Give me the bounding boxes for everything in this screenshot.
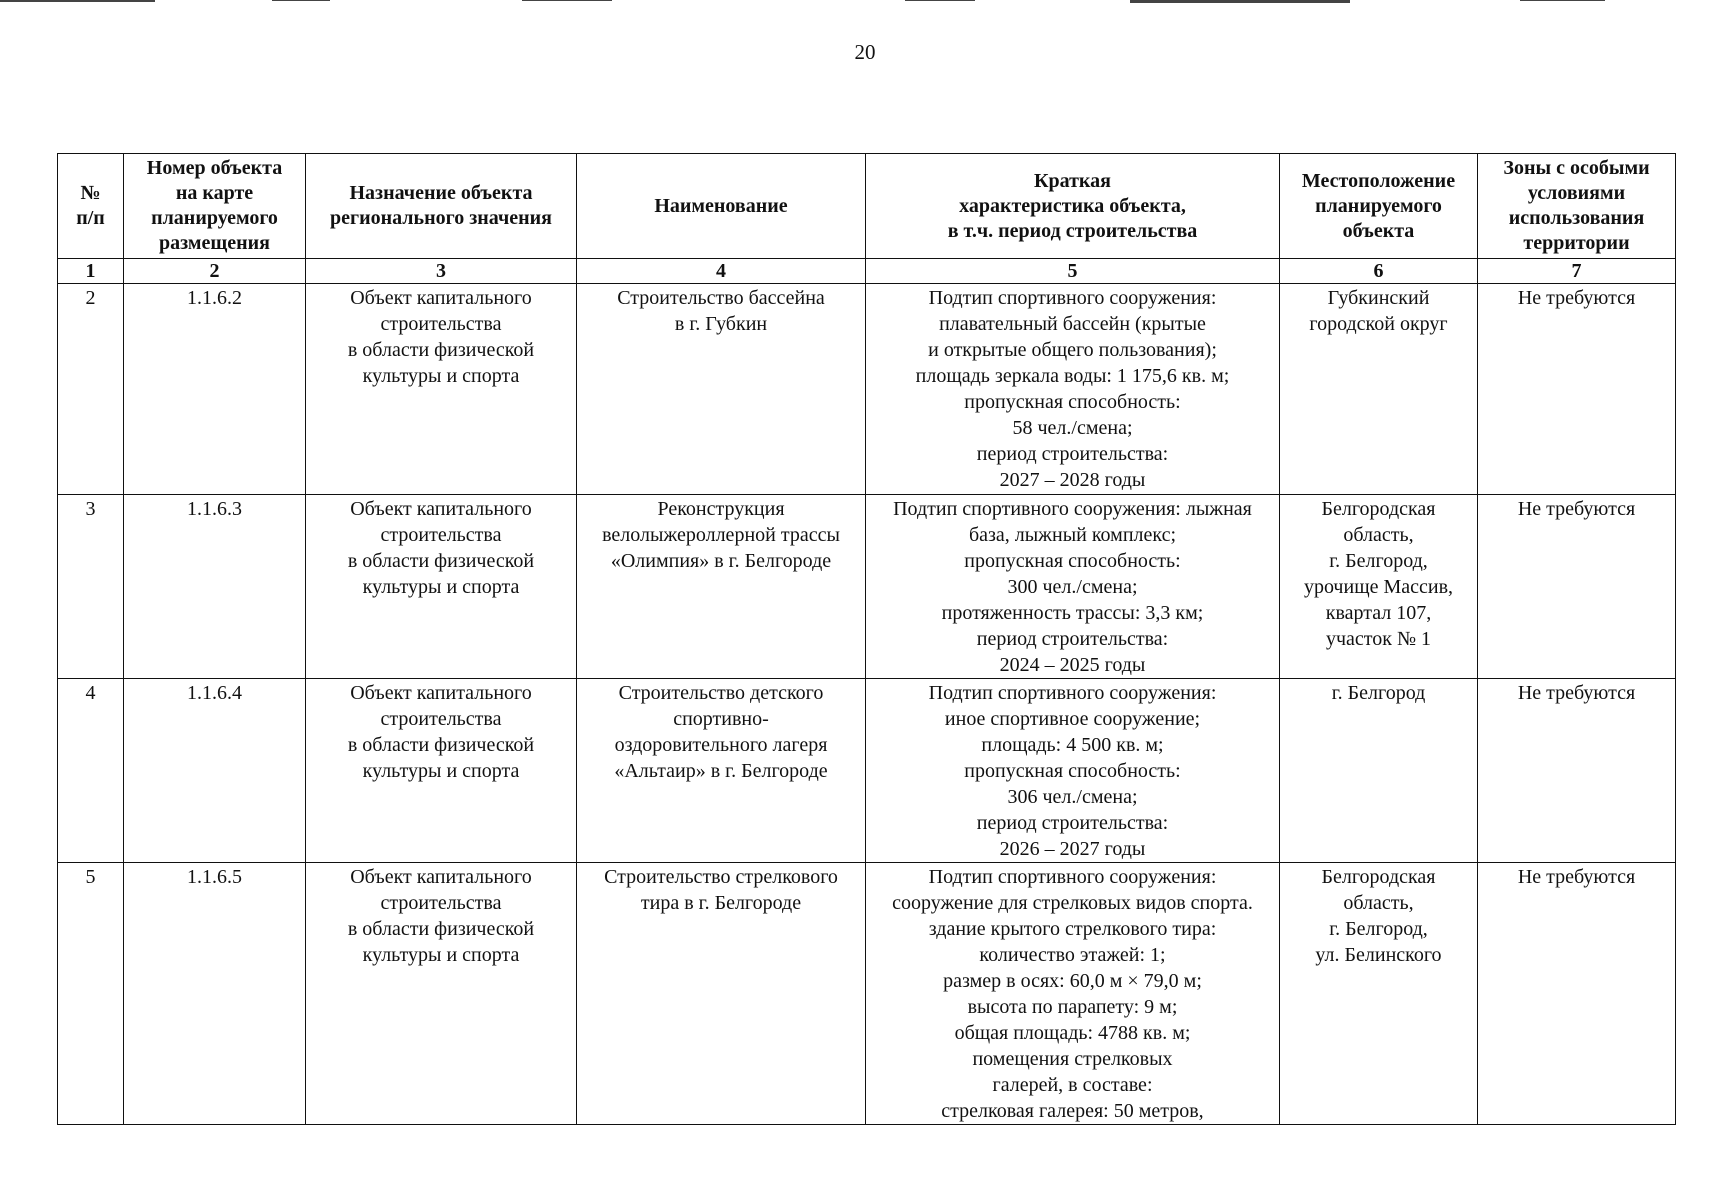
cell-line: область, bbox=[1343, 524, 1414, 546]
header-map-number bbox=[124, 154, 306, 259]
cell-line: культуры и спорта bbox=[362, 944, 520, 966]
cell-line: и открытые общего пользования); bbox=[928, 339, 1217, 361]
cell-line: Подтип спортивного сооружения: bbox=[928, 682, 1217, 704]
cell-line: культуры и спорта bbox=[362, 365, 520, 387]
cell-description bbox=[866, 284, 1280, 495]
cell-line: пропускная способность: bbox=[964, 760, 1181, 782]
cell-line: пропускная способность: bbox=[964, 391, 1181, 413]
cell-line: 2026 – 2027 годы bbox=[999, 838, 1146, 860]
cell-line: г. Белгород bbox=[1331, 682, 1426, 704]
cell-line: тира в г. Белгороде bbox=[640, 892, 802, 914]
cell-line: Подтип спортивного сооружения: bbox=[928, 287, 1217, 309]
cell-line: 1.1.6.5 bbox=[187, 866, 242, 888]
cell-line: 2027 – 2028 годы bbox=[999, 469, 1146, 491]
cell-line: 1.1.6.2 bbox=[187, 287, 242, 309]
cell-line: объекта bbox=[1342, 219, 1415, 242]
header-row bbox=[58, 154, 1676, 259]
cell-line: в т.ч. период строительства bbox=[947, 219, 1198, 242]
page-number: 20 bbox=[854, 40, 876, 64]
column-number: 2 bbox=[124, 259, 306, 284]
cell-line: Зоны с особыми bbox=[1503, 157, 1650, 179]
cell-line: 1.1.6.4 bbox=[187, 682, 242, 704]
cell-map-number bbox=[124, 284, 306, 495]
cell-line: Объект капитального bbox=[350, 682, 532, 704]
cell-line: Объект капитального bbox=[350, 866, 532, 888]
cell-description bbox=[866, 679, 1280, 863]
column-number: 4 bbox=[577, 259, 866, 284]
cell-line: в области физической bbox=[347, 339, 535, 361]
cell-line: 1.1.6.3 bbox=[187, 498, 242, 520]
scan-mark bbox=[522, 0, 612, 1]
cell-line: помещения стрелковых bbox=[972, 1048, 1173, 1070]
header-num bbox=[58, 154, 124, 259]
cell-line: характеристика объекта, bbox=[959, 194, 1186, 217]
cell-line: ул. Белинского bbox=[1315, 944, 1442, 966]
cell-line: Строительство детского bbox=[618, 682, 824, 704]
table-row bbox=[58, 679, 1676, 863]
cell-line: количество этажей: 1; bbox=[979, 944, 1166, 966]
cell-line: строительства bbox=[380, 708, 502, 730]
cell-num bbox=[58, 495, 124, 679]
cell-line: Не требуются bbox=[1517, 498, 1636, 520]
cell-line: размер в осях: 60,0 м × 79,0 м; bbox=[943, 970, 1202, 992]
cell-line: на карте bbox=[175, 182, 254, 204]
cell-line: п/п bbox=[76, 207, 105, 229]
cell-line: Белгородская bbox=[1321, 498, 1436, 520]
cell-location bbox=[1280, 284, 1478, 495]
cell-line: оздоровительного лагеря bbox=[614, 734, 828, 756]
cell-line: Реконструкция bbox=[657, 498, 785, 520]
scan-mark bbox=[905, 0, 975, 1]
cell-zones bbox=[1478, 495, 1676, 679]
cell-line: Строительство бассейна bbox=[617, 287, 825, 309]
cell-line: сооружение для стрелковых видов спорта. bbox=[892, 892, 1253, 914]
cell-name bbox=[577, 863, 866, 1125]
cell-zones bbox=[1478, 863, 1676, 1125]
cell-line: площадь зеркала воды: 1 175,6 кв. м; bbox=[915, 365, 1230, 387]
cell-line: велолыжероллерной трассы bbox=[602, 524, 840, 546]
cell-line: «Альтаир» в г. Белгороде bbox=[614, 760, 828, 782]
cell-line: г. Белгород, bbox=[1329, 550, 1428, 572]
cell-line: Местоположение bbox=[1301, 169, 1456, 192]
cell-num bbox=[58, 863, 124, 1125]
cell-line: 3 bbox=[85, 498, 96, 520]
cell-line: квартал 107, bbox=[1325, 602, 1432, 624]
table-row bbox=[58, 284, 1676, 495]
cell-line: культуры и спорта bbox=[362, 760, 520, 782]
cell-line: регионального значения bbox=[330, 207, 552, 229]
cell-location bbox=[1280, 495, 1478, 679]
cell-line: Наименование bbox=[654, 194, 788, 217]
cell-line: участок № 1 bbox=[1325, 628, 1432, 650]
column-number: 6 bbox=[1280, 259, 1478, 284]
cell-line: планируемого bbox=[1315, 194, 1442, 217]
cell-line: Объект капитального bbox=[350, 498, 532, 520]
cell-line: 2 bbox=[85, 287, 96, 309]
cell-description bbox=[866, 495, 1280, 679]
cell-line: в области физической bbox=[347, 734, 535, 756]
cell-line: Не требуются bbox=[1517, 866, 1636, 888]
cell-line: строительства bbox=[380, 313, 502, 335]
cell-description bbox=[866, 863, 1280, 1125]
cell-map-number bbox=[124, 679, 306, 863]
cell-line: база, лыжный комплекс; bbox=[968, 524, 1177, 546]
cell-line: спортивно- bbox=[673, 708, 769, 730]
cell-line: условиями bbox=[1527, 182, 1626, 204]
header-purpose bbox=[306, 154, 577, 259]
cell-line: период строительства: bbox=[976, 443, 1169, 465]
cell-purpose bbox=[306, 495, 577, 679]
cell-line: галерей, в составе: bbox=[992, 1074, 1153, 1096]
cell-line: строительства bbox=[380, 892, 502, 914]
header-location bbox=[1280, 154, 1478, 259]
cell-location bbox=[1280, 679, 1478, 863]
cell-line: г. Белгород, bbox=[1329, 918, 1428, 940]
cell-line: стрелковая галерея: 50 метров, bbox=[941, 1100, 1204, 1122]
table-row bbox=[58, 495, 1676, 679]
cell-line: Не требуются bbox=[1517, 287, 1636, 309]
cell-line: высота по парапету: 9 м; bbox=[967, 996, 1178, 1018]
cell-zones bbox=[1478, 679, 1676, 863]
table-row bbox=[58, 863, 1676, 1125]
cell-num bbox=[58, 284, 124, 495]
cell-line: в области физической bbox=[347, 918, 535, 940]
cell-zones bbox=[1478, 284, 1676, 495]
cell-line: городской округ bbox=[1309, 313, 1448, 335]
cell-num bbox=[58, 679, 124, 863]
cell-line: Строительство стрелкового bbox=[604, 866, 838, 888]
cell-purpose bbox=[306, 679, 577, 863]
cell-line: использования bbox=[1508, 207, 1645, 229]
scan-mark bbox=[1520, 0, 1605, 1]
header-name bbox=[577, 154, 866, 259]
cell-map-number bbox=[124, 495, 306, 679]
cell-line: территории bbox=[1523, 232, 1630, 254]
cell-purpose bbox=[306, 284, 577, 495]
cell-name bbox=[577, 679, 866, 863]
cell-line: 4 bbox=[85, 682, 96, 704]
cell-line: Белгородская bbox=[1321, 866, 1436, 888]
cell-line: Подтип спортивного сооружения: лыжная bbox=[893, 498, 1252, 520]
cell-line: иное спортивное сооружение; bbox=[944, 708, 1201, 730]
cell-line: пропускная способность: bbox=[964, 550, 1181, 572]
cell-line: Назначение объекта bbox=[349, 182, 533, 204]
column-number: 3 bbox=[306, 259, 577, 284]
header-description bbox=[866, 154, 1280, 259]
cell-line: 306 чел./смена; bbox=[1007, 786, 1138, 808]
cell-line: Не требуются bbox=[1517, 682, 1636, 704]
cell-line: 300 чел./смена; bbox=[1007, 576, 1138, 598]
column-number-row bbox=[58, 259, 1676, 284]
cell-line: протяженность трассы: 3,3 км; bbox=[941, 602, 1204, 624]
cell-line: № bbox=[80, 182, 101, 204]
cell-line: «Олимпия» в г. Белгороде bbox=[610, 550, 832, 572]
column-number: 1 bbox=[58, 259, 124, 284]
cell-purpose bbox=[306, 863, 577, 1125]
planned-objects-table bbox=[57, 153, 1676, 1125]
cell-line: здание крытого стрелкового тира: bbox=[928, 918, 1217, 940]
cell-line: 5 bbox=[85, 866, 96, 888]
column-number: 5 bbox=[866, 259, 1280, 284]
cell-line: период строительства: bbox=[976, 812, 1169, 834]
cell-line: площадь: 4 500 кв. м; bbox=[981, 734, 1164, 756]
cell-line: 2024 – 2025 годы bbox=[999, 654, 1146, 676]
scan-mark bbox=[272, 0, 330, 1]
cell-line: культуры и спорта bbox=[362, 576, 520, 598]
cell-line: в г. Губкин bbox=[674, 313, 768, 335]
cell-line: Краткая bbox=[1034, 169, 1111, 192]
scan-mark bbox=[1130, 0, 1350, 3]
cell-line: урочище Массив, bbox=[1303, 576, 1454, 598]
cell-line: строительства bbox=[380, 524, 502, 546]
cell-location bbox=[1280, 863, 1478, 1125]
cell-line: в области физической bbox=[347, 550, 535, 572]
scan-mark bbox=[0, 0, 155, 2]
cell-line: размещения bbox=[158, 232, 270, 254]
cell-name bbox=[577, 284, 866, 495]
cell-line: период строительства: bbox=[976, 628, 1169, 650]
cell-line: планируемого bbox=[151, 207, 278, 229]
cell-line: Губкинский bbox=[1327, 287, 1430, 309]
cell-line: общая площадь: 4788 кв. м; bbox=[954, 1022, 1191, 1044]
column-number: 7 bbox=[1478, 259, 1676, 284]
table-body bbox=[58, 284, 1676, 1125]
cell-line: область, bbox=[1343, 892, 1414, 914]
cell-line: плавательный бассейн (крытые bbox=[939, 313, 1206, 335]
cell-line: Номер объекта bbox=[146, 157, 283, 179]
cell-name bbox=[577, 495, 866, 679]
cell-line: Подтип спортивного сооружения: bbox=[928, 866, 1217, 888]
header-zones bbox=[1478, 154, 1676, 259]
cell-map-number bbox=[124, 863, 306, 1125]
cell-line: Объект капитального bbox=[350, 287, 532, 309]
cell-line: 58 чел./смена; bbox=[1012, 417, 1133, 439]
